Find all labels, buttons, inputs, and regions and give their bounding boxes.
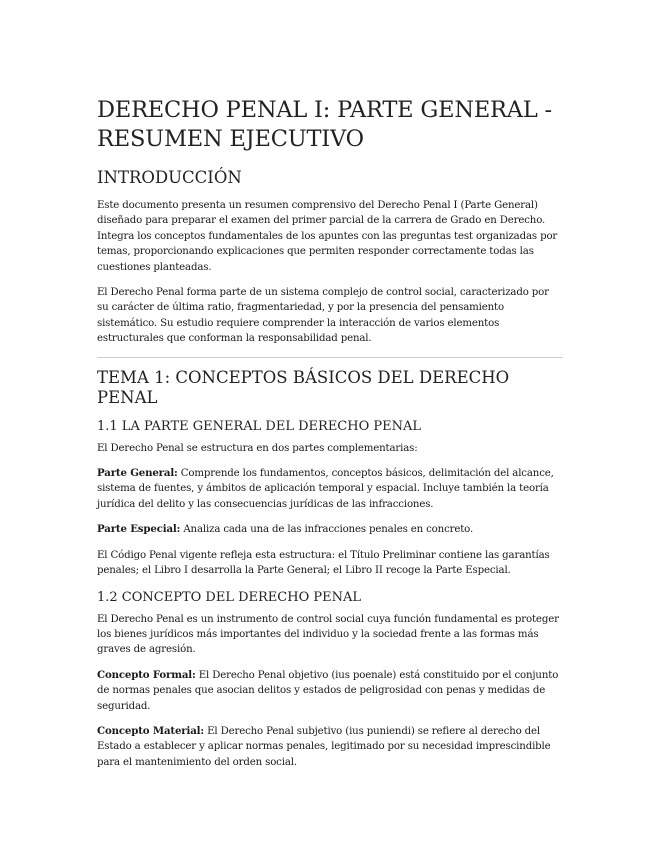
concepto-formal-text: El Derecho Penal objetivo (ius poenale) está constituido por el conjunto de normas penales que asocian delitos y estados de peligrosidad con penas y medidas de seguridad. (97, 669, 559, 712)
concepto-material-label: Concepto Material: (97, 724, 204, 737)
intro-paragraph-1: Este documento presenta un resumen comprensivo del Derecho Penal I (Parte General) diseñado para preparar el examen del primer parcial de la carrera de Grado en Derecho. Integra los conceptos fundamentales de los apuntes con las preguntas test organizadas por temas, proporcionando explicaciones que permiten responder correctamente todas las cuestiones planteadas. (97, 200, 558, 273)
parte-general-text: Comprende los fundamentos, conceptos básicos, delimitación del alcance, sistema de fuentes, y ámbitos de aplicación temporal y espacial. Incluye también la teoría jurídica del delito y las consecuencias jurídicas de las infracciones. (97, 468, 554, 510)
concepto-formal-label: Concepto Formal: (97, 668, 196, 681)
section-1-2-intro: El Derecho Penal es un instrumento de control social cuya función fundamental es proteger los bienes jurídicos más importantes del individuo y la sociedad frente a las formas más graves de agresión. (97, 613, 559, 656)
parte-especial-label: Parte Especial: (97, 523, 181, 536)
section-1-1-intro: El Derecho Penal se estructura en dos partes complementarias: (97, 442, 418, 454)
codigo-penal-paragraph: El Código Penal vigente refleja esta estructura: el Título Preliminar contiene las garantías penales; el Libro I desarrolla la Parte General; el Libro II recoge la Parte Especial. (97, 549, 550, 577)
section-divider (97, 357, 563, 358)
concepto-material-text: El Derecho Penal subjetivo (ius puniendi) se refiere al derecho del Estado a establecer y aplicar normas penales, legitimado por su necesidad imprescindible para el mantenimiento del orden social. (97, 725, 551, 768)
concepto-formal-paragraph (97, 668, 563, 714)
parte-especial-paragraph (97, 522, 563, 537)
parte-general-label: Parte General: (97, 467, 178, 480)
tema1-heading: TEMA 1: CONCEPTOS BÁSICOS DEL DERECHO PENAL (97, 367, 510, 407)
parte-especial-text: Analiza cada una de las infracciones penales en concreto. (180, 524, 474, 536)
section-1-2-heading: 1.2 CONCEPTO DEL DERECHO PENAL (97, 589, 362, 605)
parte-general-paragraph (97, 466, 563, 512)
concepto-material-paragraph (97, 724, 563, 770)
section-1-1-heading: 1.1 LA PARTE GENERAL DEL DERECHO PENAL (97, 418, 422, 434)
document-page (97, 96, 563, 780)
intro-heading: INTRODUCCIÓN (97, 168, 242, 187)
intro-paragraph-2: El Derecho Penal forma parte de un sistema complejo de control social, caracterizado por su carácter de última ratio, fragmentariedad, y por la presencia del pensamiento sistemático. Su estudio requiere comprender la interacción de varios elementos estructurales que conforman la responsabilidad penal. (97, 287, 549, 345)
document-title: DERECHO PENAL I: PARTE GENERAL - RESUMEN EJECUTIVO (97, 97, 552, 152)
